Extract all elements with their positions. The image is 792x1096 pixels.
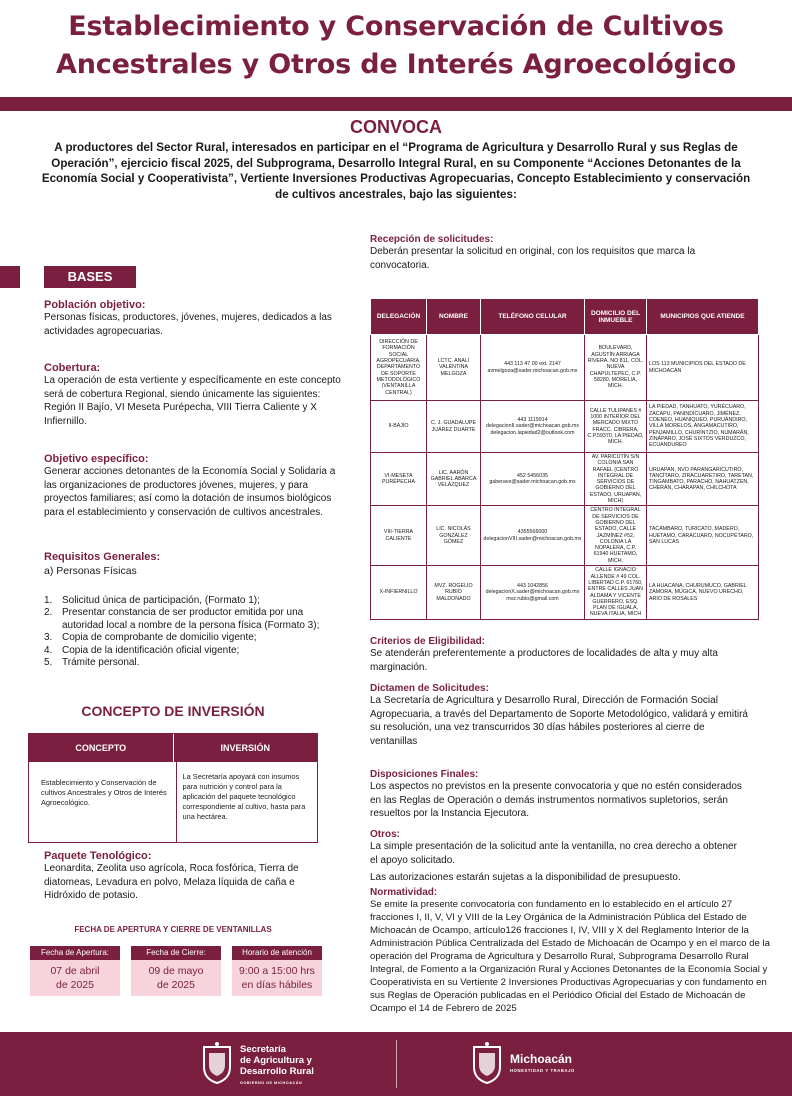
poblacion-title: Población objetivo:: [44, 299, 146, 311]
cell-delegacion: DIRECCIÓN DE FORMACIÓN SOCIAL AGROPECUARIA, DEPARTAMENTO DE SOPORTE METODOLÓGICO (VENTANILLA CENTRAL): [371, 335, 427, 401]
cell-domicilio: CENTRO INTEGRAL DE SERVICIOS DE GOBIERNO DEL ESTADO, CALLE JAZMÍNEZ #52, COLONIA LA NOPALERA, C.P. 61940 HUETAMO, MICH.: [585, 506, 647, 566]
intro-text: A productores del Sector Rural, interesados en participar en el “Programa de Agricultura y Desarrollo Rural y sus Reglas de Operación”, ejercicio fiscal 2025, del Subprograma, Desarrollo Integral Rural, en su Componente “Acciones Detonantes de la Economía Social y Cooperativista”, Vertiente Inversiones Productivas Agropecuarias, Concepto Establecimiento y conservación de cultivos ancestrales, bajo las siguientes:: [41, 141, 751, 201]
concepto-cell: Establecimiento y Conservación de cultivos Ancestrales y Otros de Interés Agroecológico.: [29, 762, 177, 842]
cell-municipios: LA HUACANA, CHURUMUCO, GABRIEL ZAMORA, MÚGICA, NUEVO URECHO, ARIO DE ROSALES: [647, 566, 759, 620]
cell-delegacion: X-INFIERNILLO: [371, 566, 427, 620]
normatividad-text: Se emite la presente convocatoria con fundamento en lo establecido en el artículo 27 fracciones I, II, V, VI y VIII de la Ley Orgánica de la Administración Pública del Estado de Michoacán de Ocampo, artículo126 fracciones I, IV, VIII y X del Reglamento Interior de la Administración Pública Centralizada del Estado de Michoacán de Ocampo y en el marco de la operación del Programa de Agricultura y Desarrollo Rural, Subprograma Desarrollo Rural Integral, de Fomento a la Organización Rural y Acciones Detonantes de la Economía Social y Cooperativista en su Vertiente 2 Inversiones Productivas Agropecuarias y con fundamento en sus Reglas de Operación publicadas en el Periódico Oficial del Estado de Michoacán de Ocampo el 14 de Febrero de 2025: [370, 899, 770, 1014]
cell-delegacion: VIII-TIERRA CALIENTE: [371, 506, 427, 566]
otros-title: Otros:: [370, 829, 400, 840]
michoacan-coat-of-arms-icon: [470, 1041, 504, 1085]
fechas-title: FECHA DE APERTURA Y CIERRE DE VENTANILLAS: [74, 925, 272, 934]
otros-text-1: La simple presentación de la solicitud ante la ventanilla, no crea derecho a obtener el apoyo solicitado.: [370, 841, 737, 866]
normatividad-title: Normatividad:: [370, 887, 438, 898]
requisitos-subtitle: a) Personas Físicas: [44, 565, 137, 577]
list-item: 3. Copia de comprobante de domicilio vigente;: [44, 632, 257, 644]
page-title-line2: Ancestrales y Otros de Interés Agroecológico: [56, 49, 736, 80]
dictamen-section: [370, 683, 750, 748]
cell-telefono: 443 113 47 00 ext. 2147 avmelgoza@sader.michoacan.gob.mx: [481, 335, 585, 401]
recepcion-section: [370, 234, 700, 272]
recepcion-text: Deberán presentar la solicitud en original, con los requisitos que marca la convocatoria.: [370, 246, 696, 271]
table-row: [371, 453, 759, 506]
cell-telefono: 452 5456035 gaberave@sader.michoacan.gob.mx: [481, 453, 585, 506]
state-coat-of-arms-icon: [200, 1041, 234, 1085]
disposiciones-section: [370, 769, 745, 821]
cobertura-text: La operación de esta vertiente y específicamente en este concepto será de cobertura Regional, siendo únicamente las siguientes: Región II Bajío, VI Meseta Purépecha, VIII Tierra Caliente y X Infiernillo.: [44, 375, 341, 427]
criterios-title: Criterios de Eligibilidad:: [370, 636, 486, 647]
criterios-section: [370, 636, 745, 674]
col-header-inversion: INVERSIÓN: [174, 734, 318, 762]
recepcion-title: Recepción de solicitudes:: [370, 234, 494, 245]
cell-nombre: C. J. GUADALUPE JUÁREZ DUARTE: [427, 401, 481, 453]
poblacion-section: [44, 299, 344, 338]
bases-accent-bar: [0, 266, 20, 288]
bases-heading: BASES: [44, 266, 136, 288]
cell-domicilio: CALLE TULIPANES # 1000 INTERIOR DEL MERCADO MIXTO FRACC. CIBRERA, C.P.59370, LA PIEDAD, MICH.: [585, 401, 647, 453]
requisitos-title: Requisitos Generales:: [44, 551, 161, 563]
delegaciones-table: [370, 298, 759, 620]
concepto-inversion-table: [28, 733, 318, 843]
fecha-cierre-card: Fecha de Cierre: 09 de mayo de 2025: [131, 946, 221, 996]
objetivo-text: Generar acciones detonantes de la Economía Social y Solidaria a las organizaciones de productores jóvenes, mujeres, y para proyectos familiares; así como la dotación de insumos biológicos para el establecimiento y conservación de cultivos ancestrales.: [44, 466, 336, 518]
table-row: [371, 506, 759, 566]
requisitos-list: [44, 595, 344, 671]
requisitos-section: [44, 551, 344, 670]
paquete-text: Leonardita, Zeolita uso agrícola, Roca fosfórica, Tierra de diatomeas, Levadura en polvo, Melaza líquida de caña e Hidróxido de potasio.: [44, 863, 299, 901]
cell-telefono: 4355566000 delegacionVIII.sader@michoacan.gob.mx: [481, 506, 585, 566]
cell-municipios: LOS 113 MUNICIPIOS DEL ESTADO DE MICHOACÁN: [647, 335, 759, 401]
inversion-cell: La Secretaría apoyará con insumos para nutrición y control para la aplicación del paquete tecnológico correspondiente al cultivo, hasta para una hectárea.: [182, 772, 306, 821]
poblacion-text: Personas físicas, productores, jóvenes, mujeres, dedicados a las actividades agropecuarias.: [44, 312, 332, 337]
table-row: [371, 401, 759, 453]
concepto-inversion-title: CONCEPTO DE INVERSIÓN: [81, 703, 265, 719]
cell-telefono: 443 1119914 delegacionII.sader@michoacan.gob.mx delegacion.lapiedad2@outlook.com: [481, 401, 585, 453]
cell-nombre: LIC. NICOLÁS GONZÁLEZ GÓMEZ: [427, 506, 481, 566]
page-title: [0, 8, 792, 84]
paquete-title: Paquete Tenológico:: [44, 850, 152, 862]
list-item: 4. Copia de la identificación oficial vigente;: [44, 644, 240, 656]
list-item: 1. Solicitud única de participación, (Formato 1);: [44, 594, 260, 606]
col-header-nombre: NOMBRE: [427, 299, 481, 335]
table-header-row: [371, 299, 759, 335]
cell-domicilio: AV. PARICUTÍN S/N COLONIA SAN RAFAEL (CENTRO INTEGRAL DE SERVICIOS DE GOBIERNO DEL ESTADO, URUAPAN, MICH): [585, 453, 647, 506]
table-row: [371, 335, 759, 401]
objetivo-section: [44, 453, 344, 519]
footer-divider: [396, 1040, 397, 1088]
cell-delegacion: VI-MESETA PURÉPECHA: [371, 453, 427, 506]
cell-domicilio: CALLE IGNACIO ALLENDE # 49 COL. LIBERTAD C.P. 61760, ENTRE CALLES JUAN ALDAMA Y VICENTE GUERRERO, ESQ. PLAN DE IGUALA, NUEVA ITALIA, MICH: [585, 566, 647, 620]
convoca-heading: CONVOCA: [349, 117, 442, 137]
cell-municipios: TACÁMBARO, TURICATO, MADERO, HUETAMO, CARÁCUARO, NOCUPÉTARO, SAN LUCAS: [647, 506, 759, 566]
cell-telefono: 443 1042856 delegacionX.sader@michoacan.gob.mx mvz.rubio@gmail.com: [481, 566, 585, 620]
cell-nombre: LIC. AARÓN GABRIEL ABARCA VELÁZQUEZ: [427, 453, 481, 506]
cell-municipios: LA PIEDAD, TANHUATO, YURÉCUARO, ZACAPU, PANINDÍCUARO, JIMÉNEZ, COENEO, HUANIQUEO, PURUÁNDIRO, VILLA MORELOS, ANGAMACUTIRO, PENJAMILLO, CHURINTZIO, NUMARÁN, ZINÁPARO, JOSÉ SIXTOS VERDUZCO, ECUANDUREO: [647, 401, 759, 453]
fecha-apertura-card: Fecha de Apertura: 07 de abril de 2025: [30, 946, 120, 996]
list-item: 2. Presentar constancia de ser productor emitida por una autoridad local a nombre de la persona física (Formato 3);: [44, 607, 320, 631]
objetivo-title: Objetivo específico:: [44, 453, 149, 465]
criterios-text: Se atenderán preferentemente a productores de localidades de alta y muy alta marginación.: [370, 648, 718, 673]
col-header-delegacion: DELEGACIÓN: [371, 299, 427, 335]
col-header-domicilio: DOMICILIO DEL INMUEBLE: [585, 299, 647, 335]
cobertura-section: [44, 362, 344, 428]
dictamen-text: La Secretaría de Agricultura y Desarrollo Rural, Dirección de Formación Social Agropecuaria, a través del Departamento de Soporte Metodológico, validará y emitirá su resolución, una vez transcurridos 30 días hábiles posteriores al cierre de ventanillas: [370, 695, 748, 747]
disposiciones-text: Los aspectos no previstos en la presente convocatoria y que no estén considerados en las Reglas de Operación o demás instrumentos normativos supletorios, serán resueltos por la Instancia Ejecutora.: [370, 781, 742, 819]
dictamen-title: Dictamen de Solicitudes:: [370, 683, 489, 694]
cell-municipios: URUAPAN, NVO PARANGARICUTIRO, TANCÍTARO, ZIRACUARETIRO, TARETAN, TINGAMBATO, PARACHO, NAHUATZEN, CHERÁN, CHARAPAN, CHILCHOTA: [647, 453, 759, 506]
cobertura-title: Cobertura:: [44, 362, 101, 374]
cell-nombre: MVZ. ROGELIO RUBIO MALDONADO: [427, 566, 481, 620]
disposiciones-title: Disposiciones Finales:: [370, 769, 479, 780]
col-header-concepto: CONCEPTO: [29, 734, 174, 762]
col-header-municipios: MUNICIPIOS QUE ATIENDE: [647, 299, 759, 335]
page-title-line1: Establecimiento y Conservación de Cultivos: [68, 11, 724, 42]
paquete-section: [44, 850, 319, 903]
col-header-telefono: TELÉFONO CELULAR: [481, 299, 585, 335]
michoacan-logo-text: Michoacán HONESTIDAD Y TRABAJO: [510, 1052, 575, 1073]
cell-nombre: LCTC. ANALÍ VALENTINA MELGOZA: [427, 335, 481, 401]
list-item: 5. Trámite personal.: [44, 657, 140, 669]
otros-text-2: Las autorizaciones estarán sujetas a la disponibilidad de presupuesto.: [370, 872, 681, 883]
otros-section: [370, 829, 745, 885]
sader-logo-text: Secretaría de Agricultura y Desarrollo Rural GOBIERNO DE MICHOACÁN: [240, 1044, 314, 1085]
cell-delegacion: II-BAJÍO: [371, 401, 427, 453]
cell-domicilio: BOULEVARD, AGUSTÍN ARRIAGA RIVERA, NO 811, COL. NUEVA CHAPULTEPEC, C.P. 58280, MORELIA, MICH.: [585, 335, 647, 401]
normatividad-section: [370, 887, 775, 1015]
table-row: [371, 566, 759, 620]
title-band: [0, 97, 792, 111]
horario-card: Horario de atención 9:00 a 15:00 hrs en días hábiles: [232, 946, 322, 996]
